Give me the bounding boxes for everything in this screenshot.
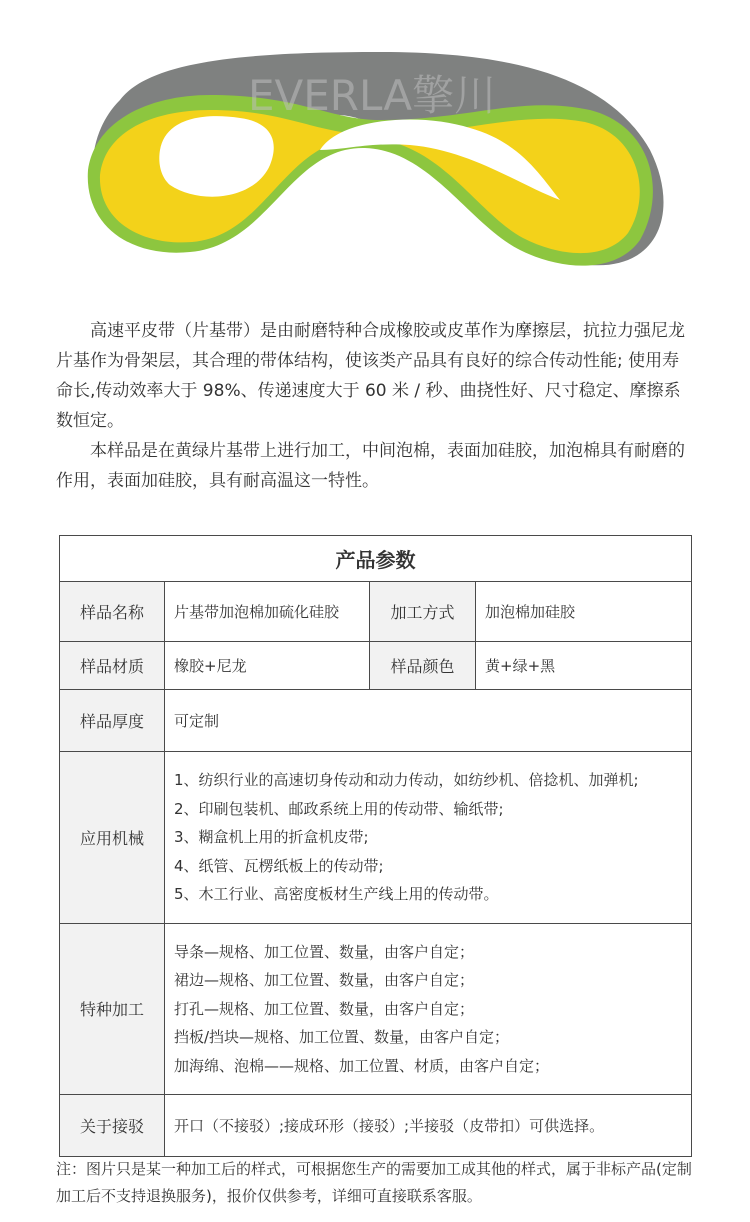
name-label: 样品名称: [60, 582, 165, 642]
method-label: 加工方式: [370, 582, 476, 642]
list-item: 加海绵、泡棉——规格、加工位置、材质，由客户自定；: [174, 1056, 550, 1075]
list-item: 1、纺织行业的高速切身传动和动力传动，如纺纱机、倍捻机、加弹机;: [174, 771, 639, 789]
list-item: 挡板/挡块—规格、加工位置、数量，由客户自定；: [174, 1028, 510, 1046]
flat-belt-loop-image: [0, 0, 750, 300]
list-item: 打孔—规格、加工位置、数量，由客户自定；: [174, 999, 475, 1018]
intro-text: [56, 316, 696, 496]
intro-paragraph-1: 高速平皮带（片基带）是由耐磨特种合成橡胶或皮革作为摩擦层，抗拉力强尼龙片基作为骨架层，其合理的带体结构，使该类产品具有良好的综合传动性能; 使用寿命长,传动效率大于 98%、传递速度大于 60 米 / 秒、曲挠性好、尺寸稳定、摩擦系数恒定。: [56, 321, 685, 431]
method-value: 加泡棉加硅胶: [476, 582, 692, 642]
material-value: 橡胶+尼龙: [165, 642, 370, 690]
list-item: 3、糊盒机上用的折盒机皮带;: [174, 828, 369, 846]
footnote: 注：图片只是某一种加工后的样式，可根据您生产的需要加工成其他的样式，属于非标产品(定制加工后不支持退换服务)，报价仅供参考，详细可直接联系客服。: [56, 1160, 692, 1205]
spec-title: 产品参数: [60, 536, 692, 582]
special-list: [165, 923, 692, 1095]
material-label: 样品材质: [60, 642, 165, 690]
color-value: 黄+绿+黑: [476, 642, 692, 690]
list-item: 裙边—规格、加工位置、数量，由客户自定；: [174, 971, 475, 989]
watermark-text: EVERLA擎川: [248, 71, 497, 120]
list-item: 导条—规格、加工位置、数量，由客户自定；: [174, 942, 475, 961]
product-image: [0, 0, 750, 300]
application-list: [165, 752, 692, 924]
joint-value: 开口（不接驳）;接成环形（接驳）;半接驳（皮带扣）可供选择。: [165, 1095, 692, 1157]
special-label: 特种加工: [60, 923, 165, 1095]
thickness-value: 可定制: [165, 690, 692, 752]
name-value: 片基带加泡棉加硫化硅胶: [165, 582, 370, 642]
list-item: 4、纸管、瓦楞纸板上的传动带;: [174, 856, 384, 875]
list-item: 5、木工行业、高密度板材生产线上用的传动带。: [174, 885, 499, 903]
thickness-label: 样品厚度: [60, 690, 165, 752]
spec-table: [59, 535, 692, 1157]
color-label: 样品颜色: [370, 642, 476, 690]
application-label: 应用机械: [60, 752, 165, 924]
intro-paragraph-2: 本样品是在黄绿片基带上进行加工，中间泡棉，表面加硅胶，加泡棉具有耐磨的作用，表面加硅胶，具有耐高温这一特性。: [56, 441, 685, 491]
list-item: 2、印刷包装机、邮政系统上用的传动带、输纸带;: [174, 799, 504, 818]
joint-label: 关于接驳: [60, 1095, 165, 1157]
